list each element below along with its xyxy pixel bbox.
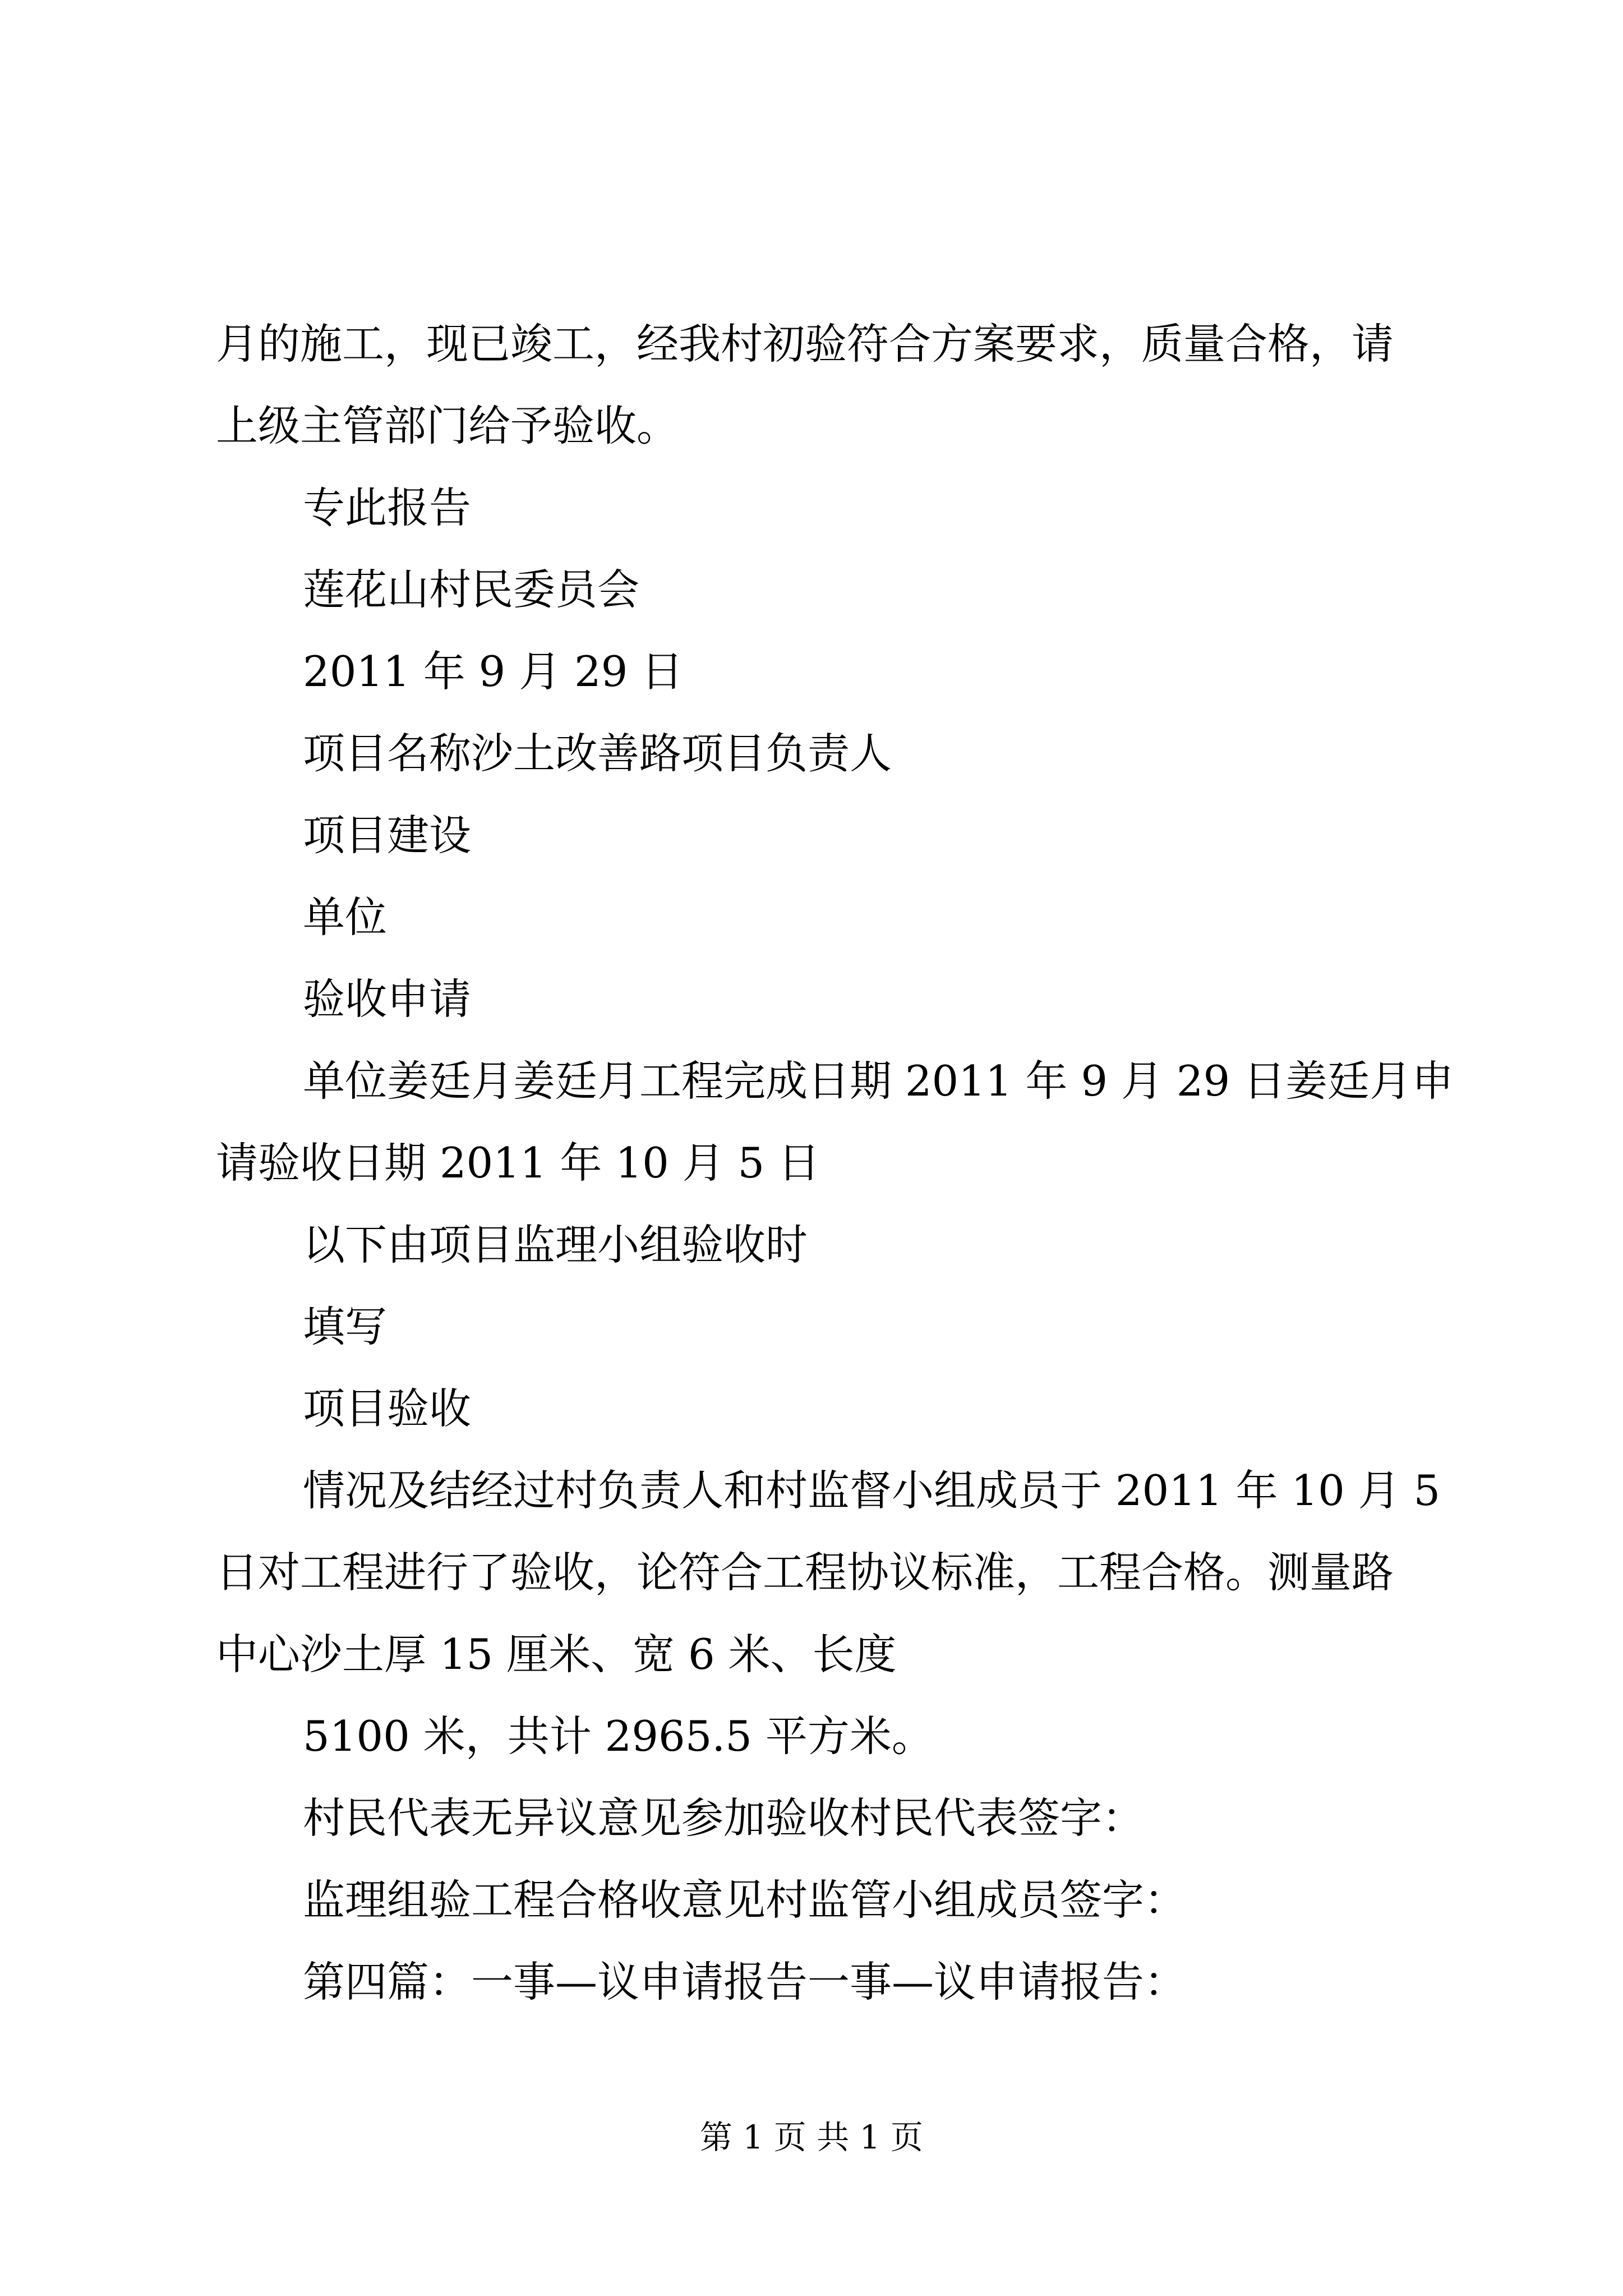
paragraph: 项目名称沙土改善路项目负责人 bbox=[303, 729, 892, 778]
paragraph: 2011 年 9 月 29 日 bbox=[303, 647, 684, 696]
paragraph: 莲花山村民委员会 bbox=[303, 565, 640, 614]
paragraph: 月的施工，现已竣工，经我村初验符合方案要求，质量合格，请 bbox=[216, 319, 1394, 369]
paragraph: 项目验收 bbox=[303, 1384, 472, 1433]
paragraph: 村民代表无异议意见参加验收村民代表签字： bbox=[303, 1793, 1145, 1843]
paragraph: 项目建设 bbox=[303, 811, 472, 860]
page-footer bbox=[0, 2118, 1623, 2157]
paragraph: 请验收日期 2011 年 10 月 5 日 bbox=[216, 1138, 820, 1188]
paragraph: 单位姜廷月姜廷月工程完成日期 2011 年 9 月 29 日姜廷月申 bbox=[303, 1056, 1454, 1106]
paragraph: 中心沙土厚 15 厘米、宽 6 米、长度 bbox=[216, 1630, 897, 1679]
document-body bbox=[216, 303, 1454, 2023]
paragraph: 5100 米，共计 2965.5 平方米。 bbox=[303, 1711, 934, 1761]
paragraph: 以下由项目监理小组验收时 bbox=[303, 1220, 808, 1269]
paragraph: 验收申请 bbox=[303, 974, 472, 1024]
paragraph: 第四篇：一事—议申请报告一事—议申请报告： bbox=[303, 1957, 1187, 2007]
paragraph: 专此报告 bbox=[303, 483, 472, 532]
paragraph: 日对工程进行了验收，论符合工程协议标准，工程合格。测量路 bbox=[216, 1548, 1394, 1597]
paragraph: 监理组验工程合格收意见村监管小组成员签字： bbox=[303, 1875, 1187, 1925]
paragraph: 填写 bbox=[303, 1302, 388, 1351]
paragraph: 情况及结经过村负责人和村监督小组成员于 2011 年 10 月 5 bbox=[303, 1466, 1441, 1515]
paragraph: 单位 bbox=[303, 892, 388, 942]
paragraph: 上级主管部门给予验收。 bbox=[216, 401, 679, 450]
page-number-label: 第 1 页 共 1 页 bbox=[700, 2118, 923, 2156]
